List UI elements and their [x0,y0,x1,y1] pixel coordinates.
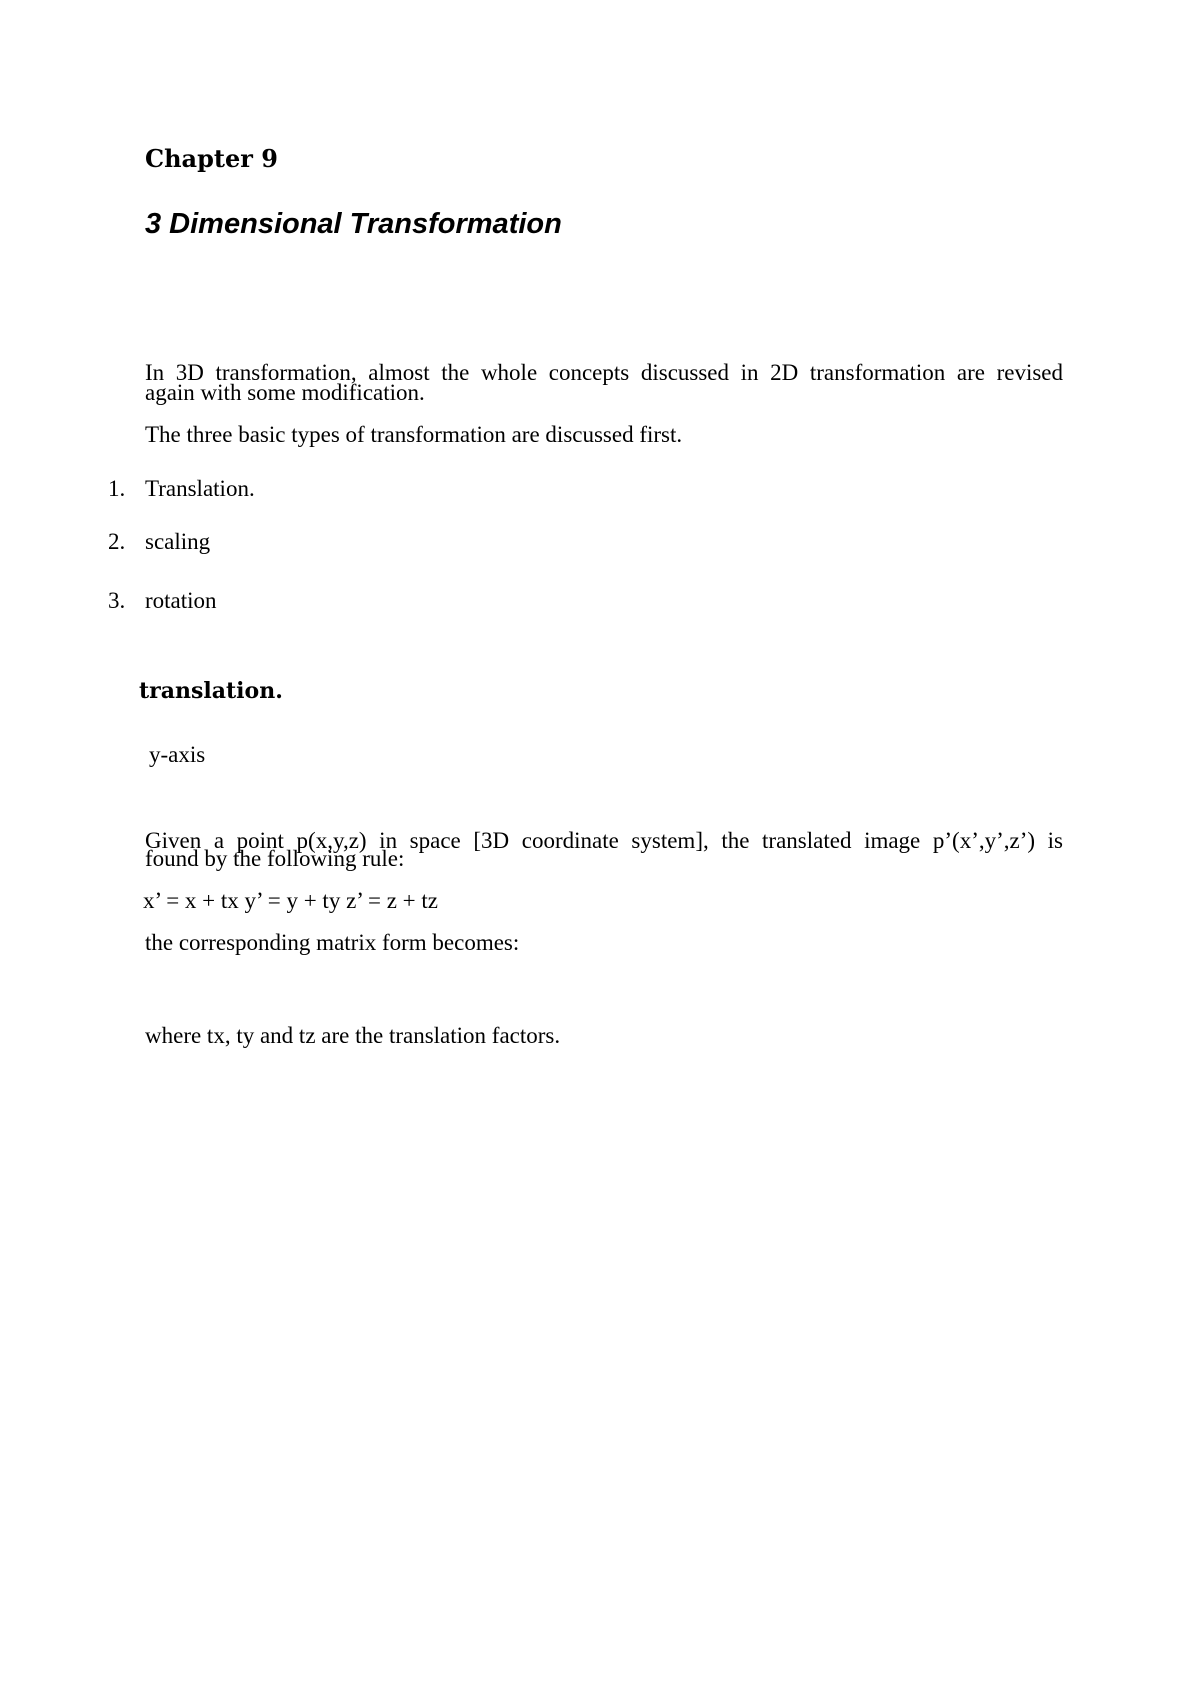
intro-line-2: again with some modification. [145,380,425,405]
list-item-number: 3. [108,588,126,613]
axis-label: y-axis [149,742,206,767]
matrix-form-intro: the corresponding matrix form becomes: [145,930,520,955]
list-item-number: 1. [108,476,126,501]
list-item-number: 2. [108,529,126,554]
list-item-label: rotation [145,588,217,613]
chapter-label: Chapter 9 [145,144,278,173]
intro-line-3: The three basic types of transformation are discussed first. [145,422,683,447]
translation-para-line-2: found by the following rule: [145,846,405,871]
page-title: 3 Dimensional Transformation [145,208,562,240]
translation-para-line-1: Given a point p(x,y,z) in space [3D coordinate system], the translated image p’(x’,y’,z’) is [145,828,1063,853]
translation-factors-note: where tx, ty and tz are the translation factors. [145,1023,561,1048]
intro-line-1: In 3D transformation, almost the whole concepts discussed in 2D transformation are revised [145,360,1063,385]
section-heading-translation: translation. [139,678,283,704]
list-item-label: scaling [145,529,211,554]
translation-equation: x’ = x + tx y’ = y + ty z’ = z + tz [143,888,438,913]
list-item-label: Translation. [145,476,255,501]
